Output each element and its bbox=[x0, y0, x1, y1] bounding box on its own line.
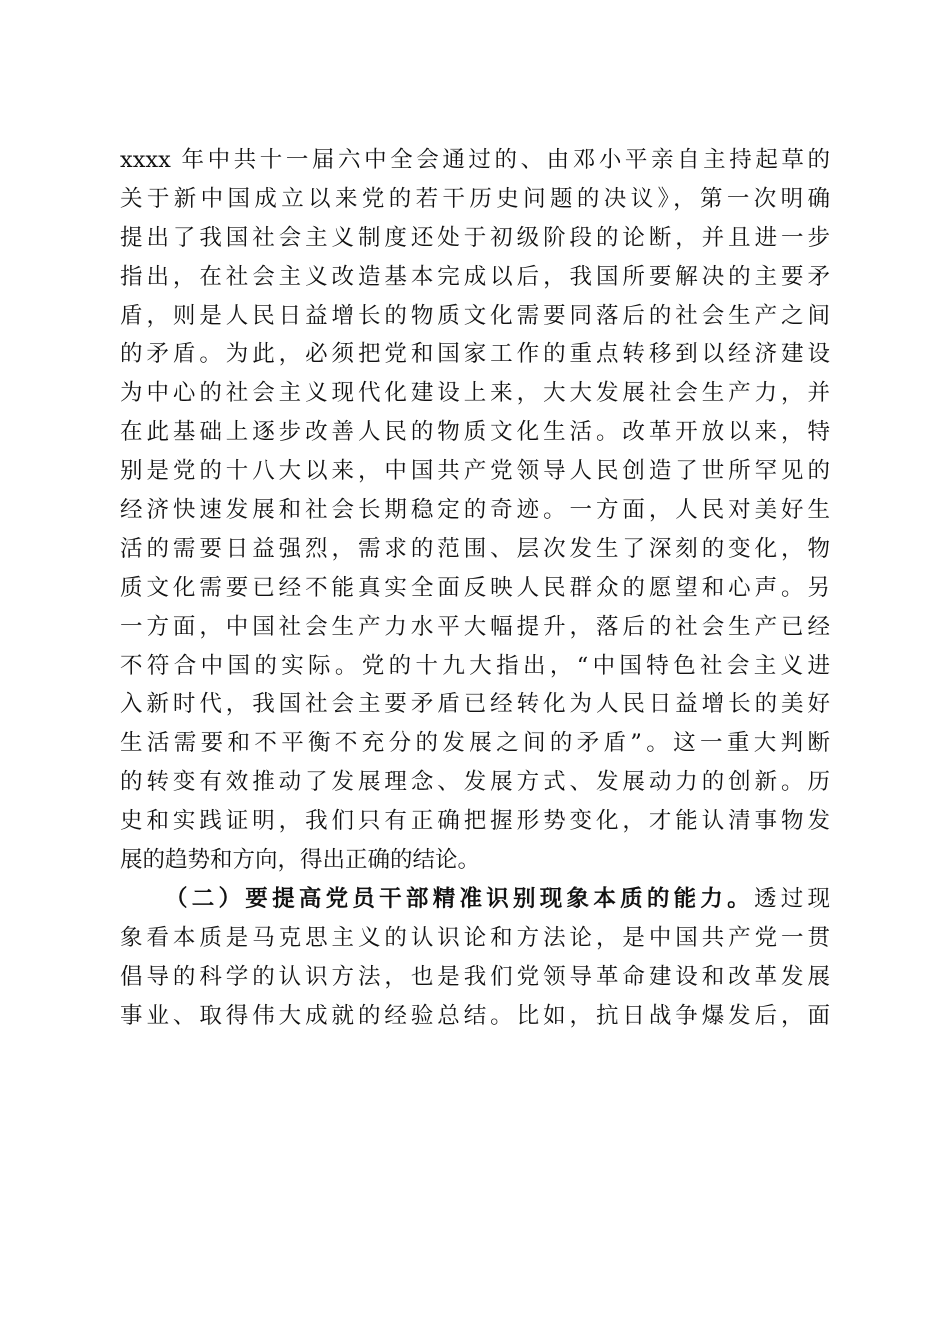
text-line: 的转变有效推动了发展理念、发展方式、发展动力的创新。历 bbox=[120, 769, 830, 796]
text-line: 指出，在社会主义改造基本完成以后，我国所要解决的主要矛 bbox=[120, 263, 830, 290]
text-line: 在此基础上逐步改善人民的物质文化生活。改革开放以来，特 bbox=[120, 419, 830, 446]
text-line: 不符合中国的实际。党的十九大指出，“中国特色社会主义进 bbox=[120, 652, 830, 679]
text-line: xxxx 年中共十一届六中全会通过的、由邓小平亲自主持起草的 bbox=[120, 147, 830, 173]
section-heading-line bbox=[120, 880, 830, 919]
text-line: 的矛盾。为此，必须把党和国家工作的重点转移到以经济建设 bbox=[120, 341, 830, 368]
paragraph-2 bbox=[120, 880, 830, 1036]
text-line: 盾，则是人民日益增长的物质文化需要同落后的社会生产之间 bbox=[120, 302, 830, 329]
text-line: 一方面，中国社会生产力水平大幅提升，落后的社会生产已经 bbox=[120, 613, 830, 640]
section-heading: （二）要提高党员干部精准识别现象本质的能力。 bbox=[165, 885, 754, 912]
text-line: 事业、取得伟大成就的经验总结。比如，抗日战争爆发后，面 bbox=[120, 1002, 830, 1029]
text-line: 提出了我国社会主义制度还处于初级阶段的论断，并且进一步 bbox=[120, 224, 830, 251]
text-line: 质文化需要已经不能真实全面反映人民群众的愿望和心声。另 bbox=[120, 574, 830, 601]
text-line: 活的需要日益强烈，需求的范围、层次发生了深刻的变化，物 bbox=[120, 535, 830, 562]
text-line: 入新时代，我国社会主要矛盾已经转化为人民日益增长的美好 bbox=[120, 691, 830, 718]
text-line: 象看本质是马克思主义的认识论和方法论，是中国共产党一贯 bbox=[120, 924, 830, 951]
text-line: 生活需要和不平衡不充分的发展之间的矛盾”。这一重大判断 bbox=[120, 730, 830, 757]
text-fragment: 透过现 bbox=[753, 885, 830, 912]
text-line: 经济快速发展和社会长期稳定的奇迹。一方面，人民对美好生 bbox=[120, 497, 830, 524]
text-line: 别是党的十八大以来，中国共产党领导人民创造了世所罕见的 bbox=[120, 458, 830, 485]
body-text bbox=[120, 141, 830, 1035]
text-line: 展的趋势和方向，得出正确的结论。 bbox=[120, 847, 481, 874]
text-line: 关于新中国成立以来党的若干历史问题的决议》，第一次明确 bbox=[120, 185, 830, 212]
text-line: 史和实践证明，我们只有正确把握形势变化，才能认清事物发 bbox=[120, 808, 830, 835]
paragraph-1 bbox=[120, 141, 830, 880]
text-line: 倡导的科学的认识方法，也是我们党领导革命建设和改革发展 bbox=[120, 963, 830, 990]
text-line: 为中心的社会主义现代化建设上来，大大发展社会生产力，并 bbox=[120, 380, 830, 407]
